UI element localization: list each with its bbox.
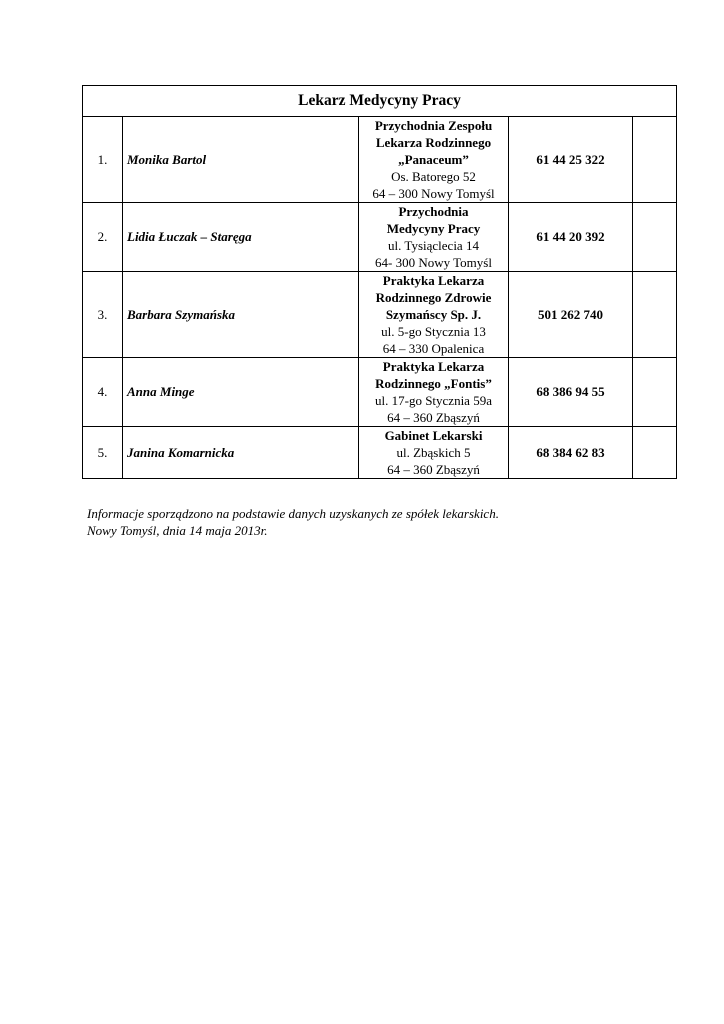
doctor-name: Janina Komarnicka bbox=[123, 427, 359, 479]
empty-cell bbox=[633, 203, 677, 272]
clinic-name-line: Lekarza Rodzinnego bbox=[375, 135, 492, 150]
phone-number: 68 384 62 83 bbox=[509, 427, 633, 479]
footnote-source: Informacje sporządzono na podstawie danych uzyskanych ze spółek lekarskich. bbox=[87, 506, 499, 521]
clinic-name-line: Rodzinnego Zdrowie bbox=[375, 290, 492, 305]
clinic-name-line: Rodzinnego „Fontis” bbox=[375, 376, 492, 391]
clinic-name-line: Medycyny Pracy bbox=[386, 221, 481, 236]
row-number: 3. bbox=[83, 272, 123, 358]
phone-number: 68 386 94 55 bbox=[509, 358, 633, 427]
clinic-name-line: Przychodnia bbox=[398, 204, 469, 219]
row-number: 4. bbox=[83, 358, 123, 427]
doctor-name: Barbara Szymańska bbox=[123, 272, 359, 358]
clinic-address-line: 64 – 360 Zbąszyń bbox=[387, 462, 480, 477]
phone-number: 501 262 740 bbox=[509, 272, 633, 358]
table-title: Lekarz Medycyny Pracy bbox=[83, 86, 677, 117]
doctor-name: Monika Bartol bbox=[123, 117, 359, 203]
clinic-info bbox=[359, 427, 509, 479]
clinic-address-line: ul. 5-go Stycznia 13 bbox=[381, 324, 486, 339]
empty-cell bbox=[633, 358, 677, 427]
clinic-name-line: Szymańscy Sp. J. bbox=[385, 307, 482, 322]
empty-cell bbox=[633, 272, 677, 358]
clinic-name-line: Praktyka Lekarza bbox=[382, 273, 485, 288]
empty-cell bbox=[633, 427, 677, 479]
clinic-address-line: ul. 17-go Stycznia 59a bbox=[375, 393, 492, 408]
table-title-row bbox=[83, 86, 677, 117]
clinic-address-line: ul. Zbąskich 5 bbox=[396, 445, 471, 460]
clinic-name-line: Gabinet Lekarski bbox=[384, 428, 483, 443]
table-row bbox=[83, 272, 677, 358]
clinic-info bbox=[359, 117, 509, 203]
clinic-address-line: 64- 300 Nowy Tomyśl bbox=[375, 255, 492, 270]
empty-cell bbox=[633, 117, 677, 203]
row-number: 5. bbox=[83, 427, 123, 479]
table-row bbox=[83, 358, 677, 427]
clinic-name-line: Przychodnia Zespołu bbox=[374, 118, 493, 133]
footnote-date: Nowy Tomyśl, dnia 14 maja 2013r. bbox=[87, 523, 268, 538]
clinic-name-line: „Panaceum” bbox=[398, 152, 469, 167]
doctor-name: Anna Minge bbox=[123, 358, 359, 427]
table-row bbox=[83, 203, 677, 272]
phone-number: 61 44 25 322 bbox=[509, 117, 633, 203]
row-number: 2. bbox=[83, 203, 123, 272]
phone-number: 61 44 20 392 bbox=[509, 203, 633, 272]
row-number: 1. bbox=[83, 117, 123, 203]
clinic-address-line: ul. Tysiąclecia 14 bbox=[388, 238, 479, 253]
table-row bbox=[83, 427, 677, 479]
doctors-table bbox=[82, 85, 677, 479]
clinic-info bbox=[359, 203, 509, 272]
footnote bbox=[87, 505, 499, 539]
clinic-address-line: Os. Batorego 52 bbox=[391, 169, 476, 184]
table-row bbox=[83, 117, 677, 203]
clinic-address-line: 64 – 330 Opalenica bbox=[382, 341, 485, 356]
doctor-name: Lidia Łuczak – Staręga bbox=[123, 203, 359, 272]
clinic-address-line: 64 – 360 Zbąszyń bbox=[387, 410, 480, 425]
clinic-info bbox=[359, 272, 509, 358]
clinic-info bbox=[359, 358, 509, 427]
clinic-name-line: Praktyka Lekarza bbox=[382, 359, 485, 374]
clinic-address-line: 64 – 300 Nowy Tomyśl bbox=[372, 186, 495, 201]
